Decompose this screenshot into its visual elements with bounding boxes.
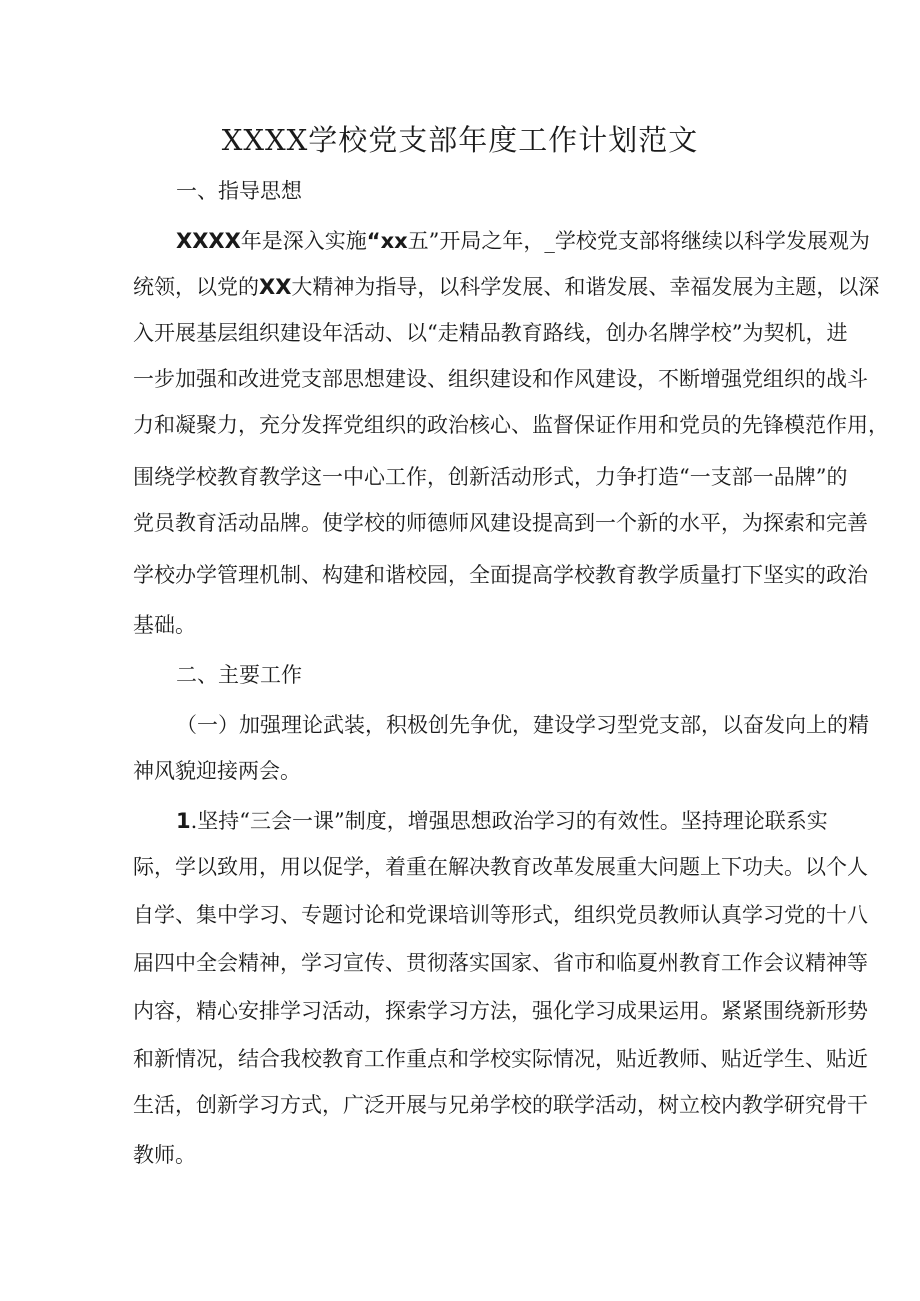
year-placeholder: XXXX	[176, 229, 241, 253]
paragraph-line: 自学、集中学习、专题讨论和党课培训等形式，组织党员教师认真学习党的十八	[133, 903, 868, 927]
document-title: XXXX学校党支部年度工作计划范文	[221, 123, 699, 157]
plan-placeholder: “xx	[366, 229, 408, 253]
paragraph-line: 和新情况，结合我校教育工作重点和学校实际情况，贴近教师、贴近学生、贴近	[133, 1047, 868, 1071]
section-heading-main-work: 二、主要工作	[176, 663, 302, 687]
text-run: 大精神为指导，以科学发展、和谐发展、幸福发展为主题，以深	[291, 275, 880, 299]
congress-placeholder: XX	[259, 275, 292, 299]
paragraph-line: （一）加强理论武装，积极创先争优，建设学习型党支部，以奋发向上的精	[176, 713, 869, 737]
paragraph-line	[133, 272, 879, 302]
paragraph-line: 生活，创新学习方式，广泛开展与兄弟学校的联学活动，树立校内教学研究骨干	[133, 1093, 868, 1117]
paragraph-line: 际，学以致用，用以促学，着重在解决教育改革发展重大问题上下功夫。以个人	[133, 855, 868, 879]
text-run: 统领，以党的	[133, 275, 259, 299]
section-heading-guiding-ideology: 一、指导思想	[176, 179, 302, 203]
paragraph-line	[176, 226, 870, 256]
text-run: 五”开局之年，_学校党支部将继续以科学发展观为	[407, 229, 870, 253]
paragraph-line: 一步加强和改进党支部思想建设、组织建设和作风建设，不断增强党组织的战斗	[133, 367, 868, 391]
paragraph-line: 围绕学校教育教学这一中心工作，创新活动形式，力争打造“一支部一品牌”的	[133, 465, 848, 489]
text-run: 年是深入实施	[240, 229, 367, 253]
paragraph-line: 力和凝聚力，充分发挥党组织的政治核心、监督保证作用和党员的先锋模范作用，	[133, 413, 889, 437]
paragraph-line: 内容，精心安排学习活动，探索学习方法，强化学习成果运用。紧紧围绕新形势	[133, 999, 868, 1023]
text-run: .坚持“三会一课”制度，增强思想政治学习的有效性。坚持理论联系实	[190, 809, 828, 833]
paragraph-line: 教师。	[133, 1143, 196, 1167]
paragraph-line: 党员教育活动品牌。使学校的师德师风建设提高到一个新的水平，为探索和完善	[133, 511, 868, 535]
paragraph-line: 基础。	[133, 613, 196, 637]
paragraph-line: 神风貌迎接两会。	[133, 759, 301, 783]
paragraph-line	[176, 806, 828, 836]
paragraph-line: 届四中全会精神，学习宣传、贯彻落实国家、省市和临夏州教育工作会议精神等	[133, 951, 868, 975]
paragraph-line: 学校办学管理机制、构建和谐校园，全面提高学校教育教学质量打下坚实的政治	[133, 563, 868, 587]
item-number: 1	[176, 809, 191, 833]
paragraph-line: 入开展基层组织建设年活动、以“走精品教育路线，创办名牌学校”为契机，进	[133, 321, 848, 345]
